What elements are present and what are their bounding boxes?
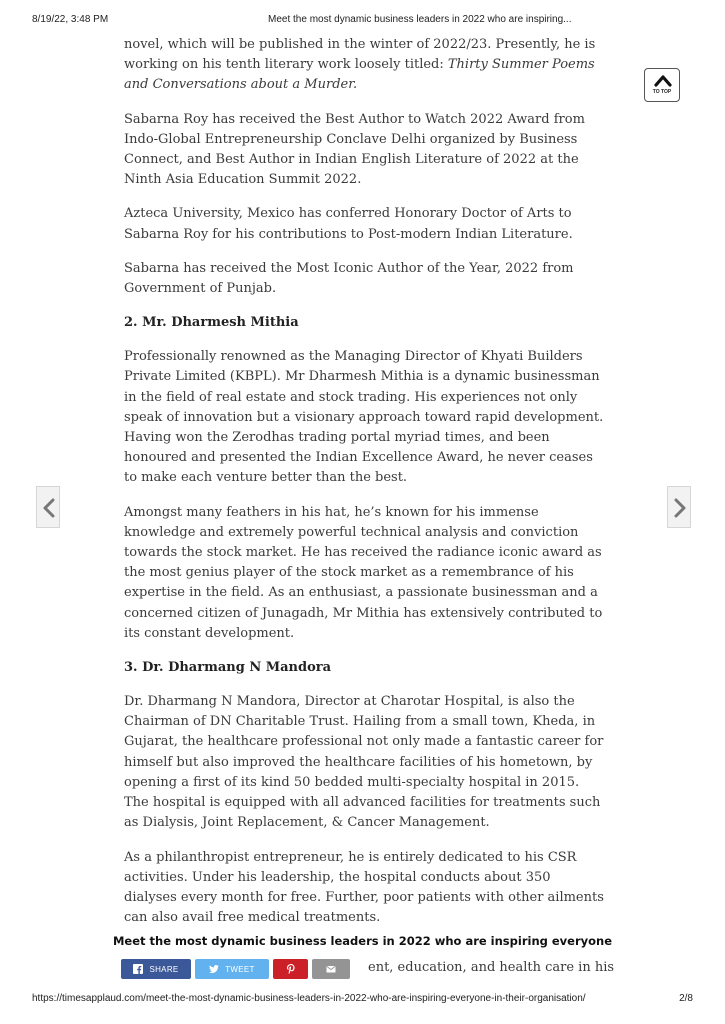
facebook-icon xyxy=(133,964,143,974)
section-heading: 3. Dr. Dharmang N Mandora xyxy=(124,660,332,676)
chevron-right-icon xyxy=(673,498,687,518)
twitter-share-button[interactable] xyxy=(195,959,269,979)
facebook-share-label: SHARE xyxy=(149,964,179,974)
book-title: Thirty Summer Poems and Conversations about a Murder. xyxy=(124,57,595,93)
share-bar xyxy=(0,959,725,979)
paragraph-text: novel, which will be published in the winter of 2022/23. Presently, he is working on his tenth literary work loosely titled: xyxy=(124,37,596,73)
section-heading: 2. Mr. Dharmesh Mithia xyxy=(124,315,299,331)
print-header xyxy=(0,14,725,30)
print-date: 8/19/22, 3:48 PM xyxy=(32,14,109,25)
pinterest-share-button[interactable] xyxy=(273,959,308,979)
sticky-article-title: Meet the most dynamic business leaders in 2022 who are inspiring everyone xyxy=(112,934,613,948)
partial-paragraph-text: ent, education, and health care in his xyxy=(368,960,615,975)
chevron-left-icon xyxy=(42,498,56,518)
paragraph: Professionally renowned as the Managing Director of Khyati Builders Private Limited (KBPL). Mr Dharmesh Mithia is a dynamic businessman in the field of real estate and stock trading. His experiences not only speak of innovation but a visionary approach toward rapid development. Having won the Zerodhas trading portal myriad times, and been honoured and presented the Indian Excellence Award, he never ceases to make each venture better than the best. xyxy=(124,349,604,486)
email-share-button[interactable] xyxy=(312,959,350,979)
paragraph: As a philanthropist entrepreneur, he is entirely dedicated to his CSR activities. Under his leadership, the hospital conducts about 350 dialyses every month for free. Further, poor patients with other ailments can also avail free medical treatments. xyxy=(124,849,604,926)
page-number: 2/8 xyxy=(679,993,693,1004)
paragraph: Azteca University, Mexico has conferred Honorary Doctor of Arts to Sabarna Roy for his contributions to Post-modern Indian Literature. xyxy=(124,206,573,242)
next-article-button[interactable] xyxy=(667,486,691,528)
print-url: https://timesapplaud.com/meet-the-most-dynamic-business-leaders-in-2022-who-are-inspiring-everyone-in-their-organisation/ xyxy=(32,993,586,1004)
twitter-icon xyxy=(209,964,219,974)
print-footer xyxy=(0,993,725,1009)
chevron-up-icon xyxy=(654,73,672,87)
facebook-share-button[interactable] xyxy=(121,959,191,979)
paragraph: Sabarna Roy has received the Best Author to Watch 2022 Award from Indo-Global Entrepreneurship Conclave Delhi organized by Business Connect, and Best Author in Indian English Literature of 2022 at the Ninth Asia Education Summit 2022. xyxy=(124,111,585,188)
pinterest-icon xyxy=(286,964,296,974)
article-body xyxy=(124,35,604,942)
twitter-share-label: TWEET xyxy=(225,964,255,974)
paragraph: Amongst many feathers in his hat, he’s known for his immense knowledge and extremely powerful technical analysis and conviction towards the stock market. He has received the radiance iconic award as the most genius player of the stock market as a remembrance of his expertise in the field. As an enthusiast, a passionate businessman and a concerned citizen of Junagadh, Mr Mithia has extensively contributed to its constant development. xyxy=(124,504,603,641)
email-icon xyxy=(326,964,336,974)
paragraph: Sabarna has received the Most Iconic Author of the Year, 2022 from Government of Punjab. xyxy=(124,260,574,297)
print-title: Meet the most dynamic business leaders in 2022 who are inspiring... xyxy=(268,14,572,25)
to-top-label: TO TOP xyxy=(652,89,672,95)
paragraph: Dr. Dharmang N Mandora, Director at Charotar Hospital, is also the Chairman of DN Charitable Trust. Hailing from a small town, Kheda, in Gujarat, the healthcare professional not only made a fantastic career for himself but also improved the healthcare facilities of his hometown, by opening a first of its kind 50 bedded multi-specialty hospital in 2015. The hospital is equipped with all advanced facilities for treatments such as Dialysis, Joint Replacement, & Cancer Management. xyxy=(124,694,604,831)
to-top-button[interactable] xyxy=(644,68,680,102)
paragraph xyxy=(124,35,604,96)
prev-article-button[interactable] xyxy=(36,486,60,528)
